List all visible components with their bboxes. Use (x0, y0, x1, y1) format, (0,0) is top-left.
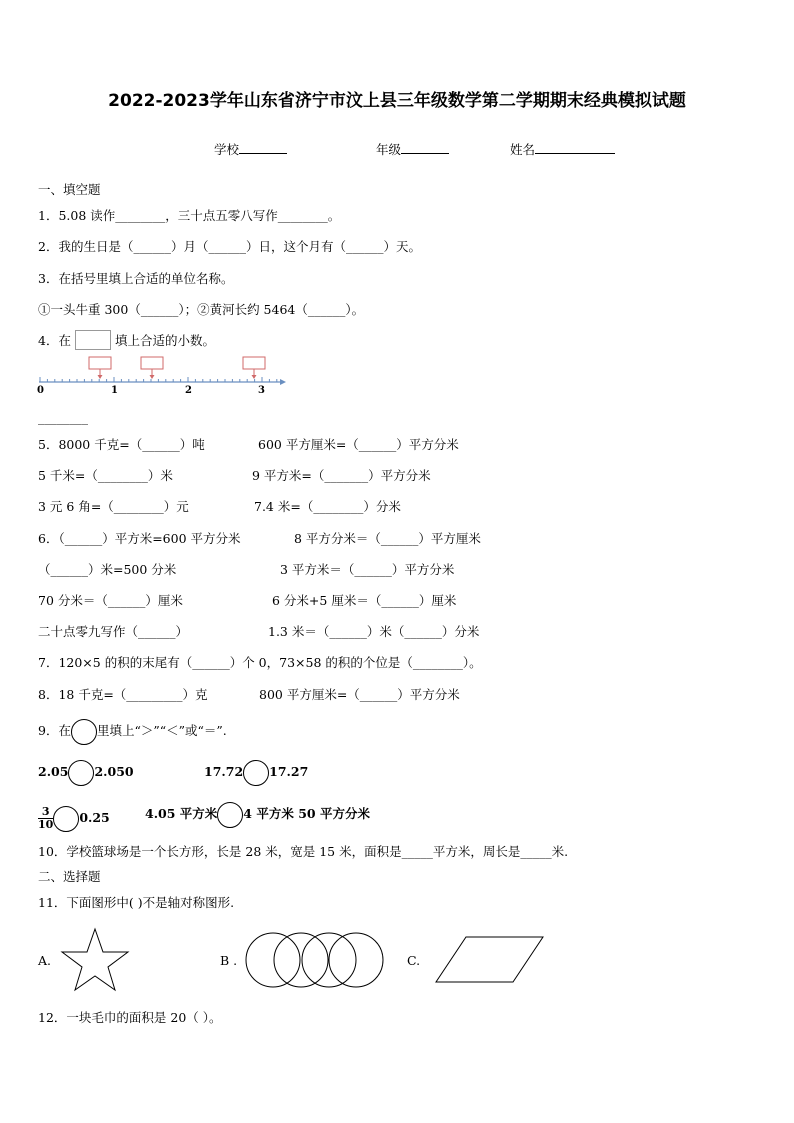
question-4 (38, 333, 215, 350)
option-c-label[interactable]: C. (407, 953, 421, 968)
section-choice-heading: 二、选择题 (38, 869, 101, 884)
question-8a: 8．18 千克=（_________）克 (38, 687, 208, 702)
question-9-suffix: 里填上“＞”“＜”或“＝”. (96, 723, 227, 738)
question-12: 12．一块毛巾的面积是 20（ ）。 (38, 1010, 222, 1025)
number-line-diagram (36, 354, 286, 400)
name-label: 姓名 (510, 142, 536, 157)
question-5b: 600 平方厘米=（______）平方分米 (258, 437, 459, 452)
question-10: 10．学校篮球场是一个长方形，长是 28 米，宽是 15 米，面积是_____平方米，周长是_____米. (38, 844, 569, 859)
question-6b: 8 平方分米＝（______）平方厘米 (294, 531, 481, 546)
school-label: 学校 (214, 142, 240, 157)
question-6c: （______）米=500 分米 (38, 562, 177, 577)
compare-item-2 (204, 764, 308, 780)
compare-3-circle[interactable] (53, 806, 79, 832)
compare-1-right: 2.050 (94, 764, 134, 779)
answer-box-icon (75, 330, 111, 350)
compare-2-left: 17.72 (204, 764, 244, 779)
question-6a: 6．（______）平方米=600 平方分米 (38, 531, 241, 546)
number-line-label-2: 2 (185, 385, 192, 396)
question-9 (38, 723, 227, 739)
question-7: 7．120×5 的积的末尾有（______）个 0，73×58 的积的个位是（________）。 (38, 655, 482, 670)
compare-4-right: 4 平方米 50 平方分米 (243, 806, 370, 821)
number-line-arrow-icon (280, 379, 286, 385)
question-6h: 1.3 米＝（______）米（______）分米 (268, 624, 480, 639)
compare-4-circle[interactable] (217, 802, 243, 828)
question-6f: 6 分米+5 厘米＝（______）厘米 (272, 593, 457, 608)
number-line-pointer-2-arrow-icon (150, 375, 155, 379)
question-6e: 70 分米＝（______）厘米 (38, 593, 183, 608)
fraction-numerator: 3 (38, 806, 53, 819)
option-a-label[interactable]: A. (38, 953, 52, 968)
compare-1-circle[interactable] (68, 760, 94, 786)
number-line-box-2[interactable] (141, 357, 163, 369)
question-5a: 5．8000 千克=（______）吨 (38, 437, 205, 452)
number-line-label-1: 1 (111, 385, 118, 396)
school-blank[interactable] (239, 140, 287, 154)
name-field (510, 140, 615, 158)
number-line-label-3: 3 (258, 385, 265, 396)
question-5d: 9 平方米=（_______）平方分米 (252, 468, 431, 483)
grade-blank[interactable] (401, 140, 449, 154)
question-5f: 7.4 米=（________）分米 (254, 499, 401, 514)
question-5c: 5 千米=（________）米 (38, 468, 173, 483)
question-8b: 800 平方厘米=（______）平方分米 (259, 687, 460, 702)
school-field (214, 140, 287, 158)
question-5e: 3 元 6 角=（________）元 (38, 499, 189, 514)
number-line-label-0: 0 (37, 385, 44, 396)
compare-4-left: 4.05 平方米 (145, 806, 218, 821)
number-line-box-3[interactable] (243, 357, 265, 369)
compare-3-right: 0.25 (79, 810, 110, 825)
question-4-suffix: 填上合适的小数。 (114, 333, 215, 348)
name-blank[interactable] (535, 140, 615, 154)
grade-field (376, 140, 449, 158)
question-4-prefix: 4．在 (38, 333, 71, 348)
question-6g: 二十点零九写作（______） (38, 624, 189, 639)
number-line-ticks (40, 377, 277, 382)
number-line-pointer-1-arrow-icon (98, 375, 103, 379)
question-11: 11．下面图形中( )不是轴对称图形. (38, 895, 235, 910)
page-title: 2022-2023学年山东省济宁市汶上县三年级数学第二学期期末经典模拟试题 (108, 91, 686, 111)
parallelogram-shape-icon (436, 935, 546, 985)
compare-2-right: 17.27 (269, 764, 309, 779)
star-shape-icon (62, 928, 130, 992)
compare-item-3 (38, 806, 110, 831)
question-1: 1．5.08 读作________，三十点五零八写作________。 (38, 208, 341, 223)
question-3: 3．在括号里填上合适的单位名称。 (38, 271, 234, 286)
number-line-pointer-3-arrow-icon (252, 375, 257, 379)
fraction-three-tenths (38, 806, 53, 831)
question-3-parts: ①一头牛重 300（______）；②黄河长约 5464（______）。 (38, 302, 365, 317)
question-2: 2．我的生日是（______）月（______）日，这个月有（______）天。 (38, 239, 421, 254)
fraction-denominator: 10 (38, 818, 54, 831)
number-line-answer-blank[interactable]: ________ (38, 410, 88, 425)
compare-2-circle[interactable] (243, 760, 269, 786)
section-fill-heading: 一、填空题 (38, 182, 101, 197)
question-9-prefix: 9．在 (38, 723, 71, 738)
number-line-box-1[interactable] (89, 357, 111, 369)
compare-circle-icon (71, 719, 97, 745)
compare-item-4 (145, 806, 370, 822)
question-6d: 3 平方米＝（______）平方分米 (280, 562, 455, 577)
compare-item-1 (38, 764, 134, 780)
grade-label: 年级 (376, 142, 402, 157)
compare-1-left: 2.05 (38, 764, 69, 779)
option-b-label[interactable]: B . (220, 953, 238, 968)
four-circles-shape-icon (245, 932, 385, 988)
